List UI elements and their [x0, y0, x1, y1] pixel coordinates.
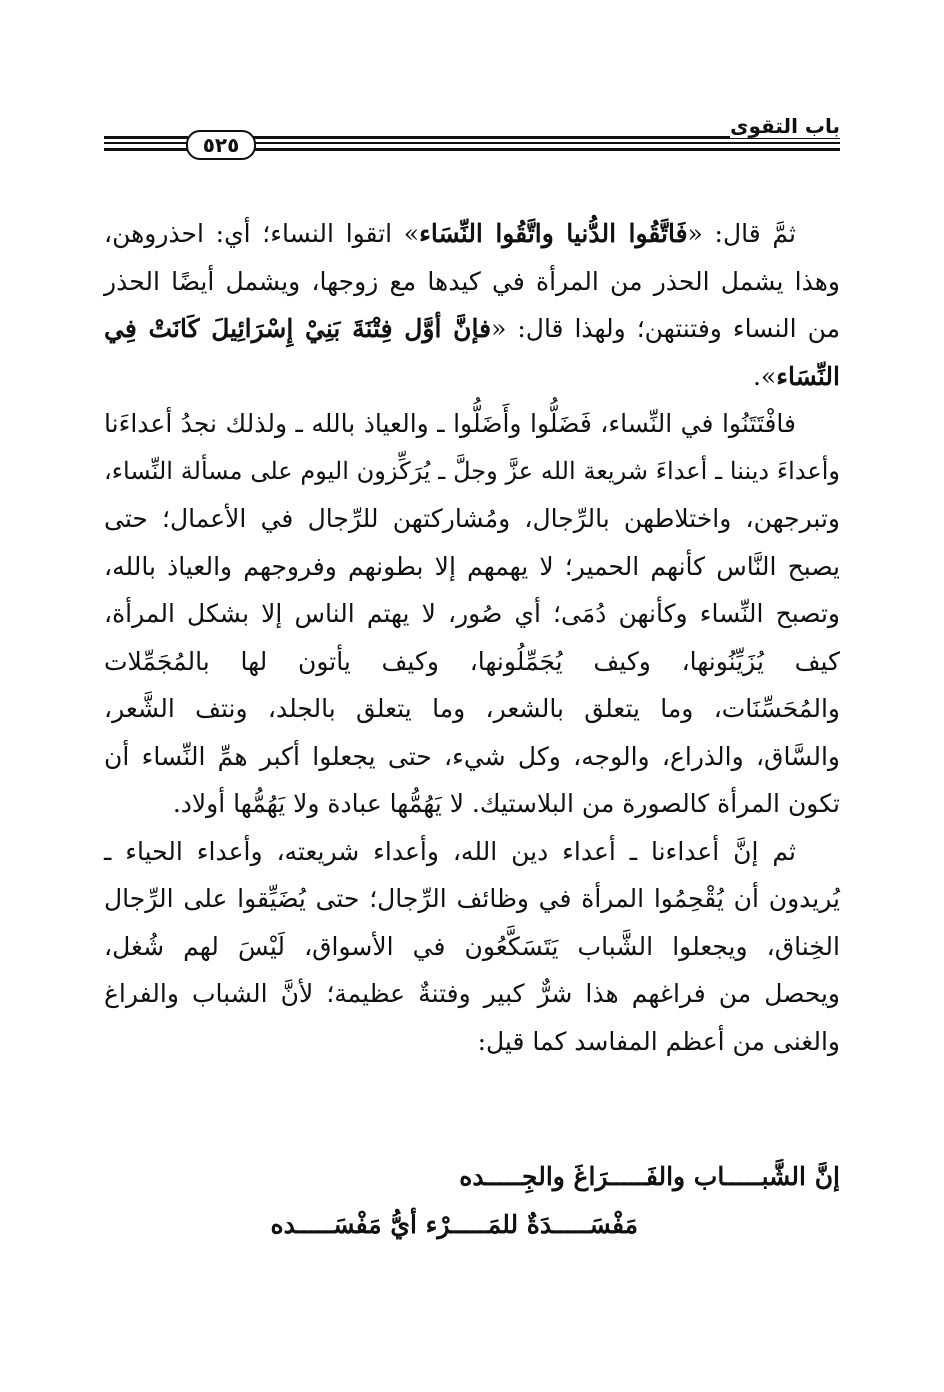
paragraph: [104, 210, 840, 400]
text-line: [104, 685, 840, 733]
hadith-quote: فَاتَّقُوا الدُّنيا واتَّقُوا النِّسَاء: [419, 219, 688, 248]
text-run: والمُحَسِّنَات، وما يتعلق بالشعر، وما يتعلق بالجلد، ونتف الشَّعر،: [104, 694, 840, 723]
hadith-quote: النِّسَاء: [776, 361, 840, 391]
text-line: [104, 590, 840, 638]
text-line: [104, 400, 840, 448]
text-line: [104, 1018, 840, 1066]
text-line: [104, 923, 840, 971]
hadith-quote: فإنَّ أوَّل فِتْنَةَ بَنِيْ إِسْرَائِيلَ كَانَتْ فِي: [104, 314, 492, 343]
text-run: ».: [752, 361, 777, 391]
verse-line-2: مَفْسَـــــدَةٌ للمَـــــرْء أيُّ مَفْسَـــــده: [270, 1210, 638, 1239]
text-line: [104, 638, 840, 686]
text-line: [104, 970, 840, 1018]
text-run: يُريدون أن يُقْحِمُوا المرأة في وظائف الرِّجال؛ حتى يُضَيِّقوا على الرِّجال: [104, 884, 840, 913]
text-line: [104, 828, 840, 876]
text-line: [104, 495, 840, 543]
text-line: [104, 448, 840, 496]
text-line: [104, 875, 840, 923]
text-run: وأعداءَ ديننا ـ أعداءَ شريعة الله عزَّ وجلَّ ـ يُرَكِّزون اليوم على مسألة النِّساء،: [104, 456, 840, 485]
text-run: يصبح النَّاس كأنهم الحمير؛ لا يهمهم إلا بطونهم وفروجهم والعياذ بالله،: [104, 551, 840, 581]
text-run: والغنى من أعظم المفاسد كما قيل:: [477, 1026, 840, 1056]
text-line: [104, 543, 840, 591]
text-run: كيف يُزَيِّنُونها، وكيف يُجَمِّلُونها، وكيف يأتون لها بالمُجَمِّلات: [104, 646, 840, 676]
text-run: الخِناق، ويجعلوا الشَّباب يَتَسَكَّعُون في الأسواق، لَيْسَ لهم شُغل،: [104, 931, 840, 961]
body-text: [104, 210, 840, 1065]
text-run: ثم إنَّ أعداءنا ـ أعداء دين الله، وأعداء شريعته، وأعداء الحياء ـ: [104, 836, 796, 866]
page-number: ٥٢٥: [186, 130, 256, 160]
header-rule-bottom-left: [104, 148, 188, 151]
text-run: » اتقوا النساء؛ أي: احذروهن،: [104, 219, 420, 248]
text-line: [104, 258, 840, 306]
text-run: ثمَّ قال: «: [687, 219, 796, 248]
verse-line-1: إنَّ الشَّبـــــاب والفَـــــرَاغَ والجِـــــده: [459, 1162, 840, 1191]
header-rule-bottom-right: [250, 148, 840, 151]
header-rule-mid-right: [250, 142, 840, 144]
text-line: [104, 780, 840, 828]
paragraph: [104, 828, 840, 1066]
text-run: والسَّاق، والذراع، والوجه، وكل شيء، حتى يجعلوا أكبر همِّ النِّساء أن: [104, 741, 840, 771]
paragraph: [104, 400, 840, 828]
text-line: [104, 210, 840, 258]
text-run: فافْتَتَنُوا في النِّساء، فَضَلُّوا وأَضَلُّوا ـ والعياذ بالله ـ ولذلك نجدُ أعداءَنا: [104, 409, 796, 438]
header-rule-top-left: [104, 136, 188, 139]
text-line: [104, 733, 840, 781]
chapter-title: باب التقوى: [730, 114, 840, 138]
page-header: [104, 114, 840, 162]
header-rule-mid-left: [104, 142, 188, 144]
text-line: [104, 353, 840, 401]
text-run: وتبرجهن، واختلاطهن بالرِّجال، ومُشاركتهن للرِّجال في الأعمال؛ حتى: [104, 504, 840, 533]
text-run: من النساء وفتنتهن؛ ولهذا قال: «: [491, 314, 840, 343]
text-line: [104, 305, 840, 353]
text-run: وتصبح النِّساء وكأنهن دُمَى؛ أي صُور، لا يهتم الناس إلا بشكل المرأة،: [104, 599, 840, 628]
text-run: وهذا يشمل الحذر من المرأة في كيدها مع زوجها، ويشمل أيضًا الحذر: [104, 266, 840, 296]
text-run: تكون المرأة كالصورة من البلاستيك. لا يَهُمُّها عبادة ولا يَهُمُّها أولاد.: [172, 789, 840, 818]
text-run: ويحصل من فراغهم هذا شرٌّ كبير وفتنةٌ عظيمة؛ لأنَّ الشباب والفراغ: [104, 979, 840, 1008]
